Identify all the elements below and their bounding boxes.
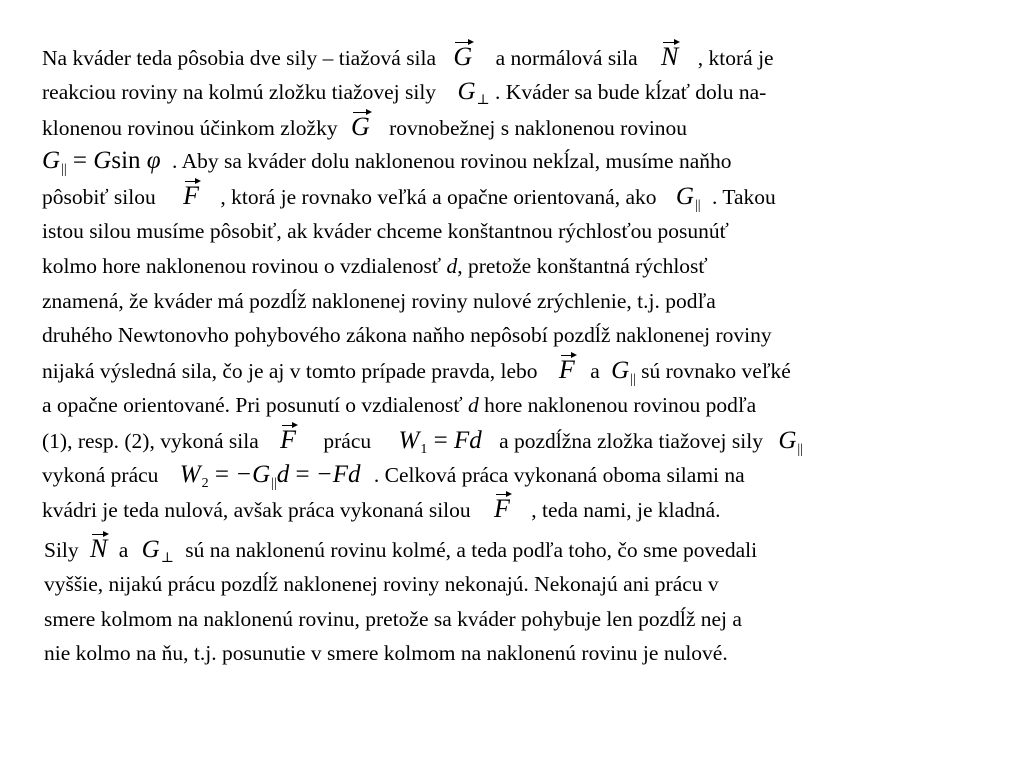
equation-G-parallel: $G_{||} = Gsin$ φ <box>42 147 161 178</box>
paragraph-1 <box>42 40 1017 527</box>
text: . Kváder sa bude kĺzať dolu na- <box>495 79 767 104</box>
text: rovnobežnej s naklonenou rovinou <box>389 115 688 140</box>
text: (1), resp. (2), vykoná sila <box>42 428 259 453</box>
text: sú na naklonenú rovinu kolmé, a teda podľa toho, čo sme povedali <box>185 538 758 562</box>
text-line <box>42 179 1017 214</box>
vector-N: N <box>661 40 678 75</box>
symbol-d: d <box>467 392 479 417</box>
text: a normálová sila <box>495 46 638 70</box>
vector-N: N <box>90 532 107 567</box>
text: nijaká výsledná sila, čo je aj v tomto prípade pravda, lebo <box>42 359 538 384</box>
vector-G: G <box>453 40 472 75</box>
text: hore naklonenou rovinou podľa <box>484 392 757 417</box>
text-line <box>42 40 1017 75</box>
symbol-G-parallel: $G_{||}$ <box>778 426 803 457</box>
text: vykoná prácu <box>42 462 159 487</box>
text: kolmo hore naklonenou rovinou o vzdialenosť <box>42 253 442 278</box>
symbol-G-parallel: $G_{||}$ <box>675 183 701 214</box>
text-line <box>42 214 1017 249</box>
text: Na kváder teda pôsobia dve sily – tiažová sila <box>42 46 437 70</box>
vector-F: F <box>183 179 199 214</box>
text: istou silou musíme pôsobiť, ak kváder chceme konštantnou rýchlosťou posunúť <box>42 218 729 243</box>
text: Sily <box>44 538 79 562</box>
text: druhého Newtonovho pohybového zákona naňho nepôsobí pozdĺž naklonenej roviny <box>42 323 772 348</box>
text: klonenou rovinou účinkom zložky <box>42 115 338 140</box>
text: a <box>590 359 600 384</box>
text-line <box>42 492 1017 527</box>
paragraph-2 <box>44 532 1004 671</box>
text: . Aby sa kváder dolu naklonenou rovinou nekĺzal, musíme naňho <box>172 149 732 174</box>
vector-G: G <box>351 110 370 145</box>
symbol-d: d <box>446 253 458 278</box>
text: znamená, že kváder má pozdĺž naklonenej roviny nulové zrýchlenie, t.j. podľa <box>42 288 716 313</box>
text: , pretože konštantná rýchlosť <box>457 253 708 278</box>
text-line <box>42 458 1017 493</box>
text-line <box>42 284 1017 319</box>
text: vyššie, nijakú prácu pozdĺž naklonenej roviny nekonajú. Nekonajú ani prácu v <box>44 571 719 596</box>
text-line <box>44 532 1004 567</box>
vector-F: F <box>494 492 510 527</box>
text: pôsobiť silou <box>42 185 156 210</box>
text-line <box>42 423 1017 458</box>
text-line <box>42 353 1017 388</box>
text-line <box>42 249 1017 284</box>
text: a opačne orientované. Pri posunutí o vzdialenosť <box>42 392 463 417</box>
text: a pozdĺžna zložka tiažovej sily <box>499 428 763 453</box>
text: . Celková práca vykonaná oboma silami na <box>373 462 745 487</box>
text-line <box>44 567 1004 602</box>
text: , teda nami, je kladná. <box>531 498 721 523</box>
text-line <box>42 318 1017 353</box>
equation-W1: $W_1 = Fd$ <box>398 426 482 457</box>
text: nie kolmo na ňu, t.j. posunutie v smere kolmom na naklonenú rovinu je nulové. <box>44 641 728 666</box>
symbol-G-perp: $G_\perp$ <box>457 77 490 108</box>
text-line <box>42 75 1017 110</box>
text-line <box>42 110 1017 145</box>
text: sú rovnako veľké <box>641 359 791 384</box>
text-line <box>42 144 1017 179</box>
vector-F: F <box>280 423 296 458</box>
text-line <box>42 388 1017 423</box>
symbol-G-perp: $G_\perp$ <box>141 536 174 566</box>
text: a <box>118 538 129 562</box>
text-line <box>44 602 1004 637</box>
text: smere kolmom na naklonenú rovinu, pretože sa kváder pohybuje len pozdĺž nej a <box>44 606 742 631</box>
text: , ktorá je rovnako veľká a opačne orientovaná, ako <box>220 185 657 210</box>
text: . Takou <box>711 185 776 210</box>
symbol-G-parallel: $G_{||}$ <box>611 357 636 388</box>
text: prácu <box>323 428 372 453</box>
equation-W2: $W_2 = -G_{||}d = -Fd$ <box>179 460 361 491</box>
text: reakciou roviny na kolmú zložku tiažovej sily <box>42 79 437 104</box>
vector-F: F <box>559 353 575 388</box>
text: kvádri je teda nulová, avšak práca vykonaná silou <box>42 498 471 523</box>
text-line <box>44 636 1004 671</box>
text: , ktorá je <box>697 46 774 70</box>
